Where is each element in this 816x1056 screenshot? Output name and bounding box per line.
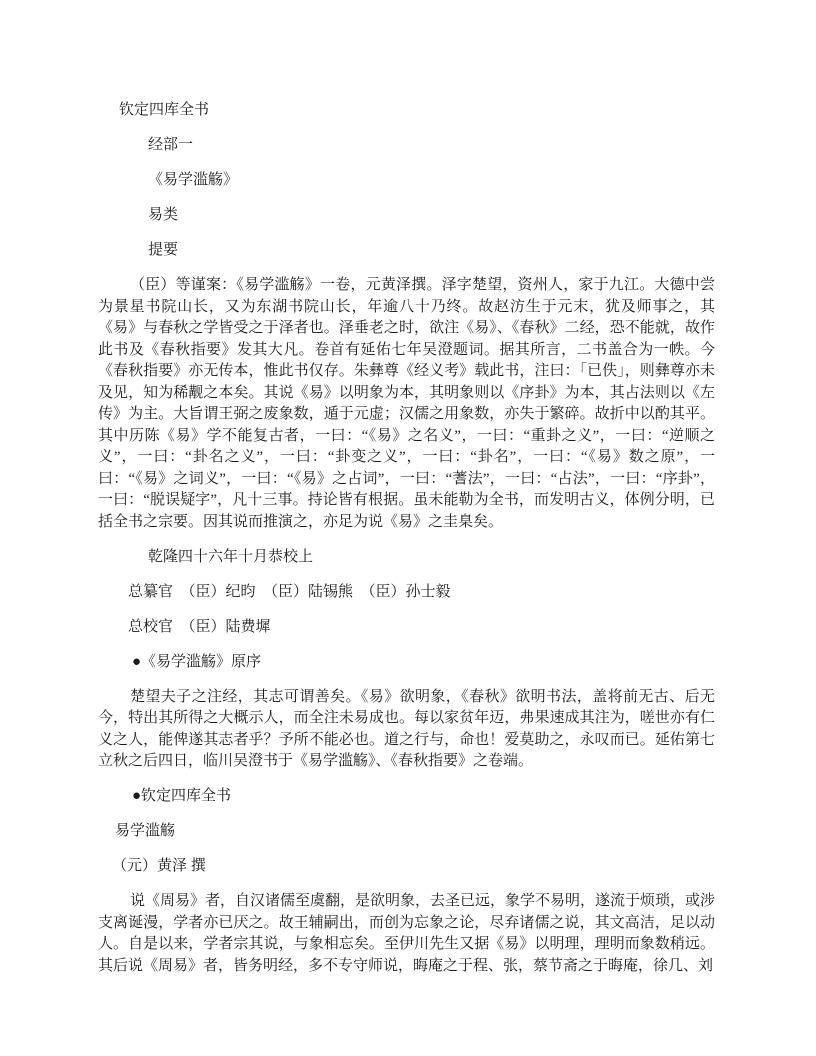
abstract-paragraph: （臣）等谨案：《易学滥觞》一卷，元黄泽撰。泽字楚望，资州人，家于九江。大德中尝为景星书院山长，又为东湖书院山长，年逾八十乃终。故赵汸生于元末，犹及师事之，其《易》与春秋之学皆受之于泽者也。泽垂老之时，欲注《易》、《春秋》二经，恐不能就，故作此书及《春秋指要》发其大凡。卷首有延佑七年吴澄题词。据其所言，二书盖合为一帙。今《春秋指要》亦无传本，惟此书仅存。朱彝尊《经义考》载此书，注曰：「已佚」，则彝尊亦未及见，知为稀觏之本矣。其说《易》以明象为本，其明象则以《序卦》为本，其占法则以《左传》为主。大旨谓王弼之废象数，遁于元虚；汉儒之用象数，亦失于繁碎。故折中以酌其平。其中历陈《易》学不能复古者，一曰：“《易》之名义”，一曰：“重卦之义”，一曰：“逆顺之义”，一曰：“卦名之义”，一曰：“卦变之义”，一曰：“卦名”，一曰：“《易》数之原”，一曰：“《易》之词义”，一曰：“《易》之占词”，一曰：“蓍法”，一曰：“占法”，一曰：“序卦”，一曰：“脱误疑字”，凡十三事。持论皆有根据。虽未能勒为全书，而发明古义，体例分明，已括全书之宗要。因其说而推演之，亦足为说《易》之圭臬矣。 — [98, 277, 715, 530]
book-title: 钦定四库全书 — [119, 102, 210, 118]
main-opening-paragraph: 说《周易》者，自汉诸儒至虞翻，是欲明象，去圣已远，象学不易明，遂流于烦琐，或涉支离诞漫，学者亦已厌之。故王辅嗣出，而创为忘象之论，尽弃诸儒之说，其文高洁，足以动人。自是以来，学者宗其说，与象相忘矣。至伊川先生又据《易》以明理，理明而象数稍远。其后说《周易》者，皆务明经，多不专守师说，晦庵之于程、张，蔡节斋之于晦庵，徐几、刘 — [98, 893, 716, 974]
main-work-title: 易学滥觞 — [115, 823, 176, 839]
colophon-date-line: 乾隆四十六年十月恭校上 — [148, 548, 314, 565]
colophon-compilers-line: 总纂官 （臣）纪昀 （臣）陆锡熊 （臣）孙士毅 — [128, 583, 451, 600]
colophon-proofreader-line: 总校官 （臣）陆费墀 — [128, 618, 271, 635]
preface-paragraph: 楚望夫子之注经，其志可谓善矣。《易》欲明象，《春秋》欲明书法，盖将前无古、后无今，特出其所得之大概示人，而全注未易成也。每以家贫年迈，弗果速成其注为，嗟世亦有仁义之人，能俾遂其志者乎？予所不能必也。道之行与，命也！爱莫助之，永叹而已。延佑第七立秋之后四日，临川吴澄书于《易学滥觞》、《春秋指要》之卷端。 — [98, 688, 715, 769]
category-label: 易类 — [148, 207, 179, 223]
main-text-heading: ●钦定四库全书 — [132, 788, 232, 804]
work-title-heading: 《易学滥觞》 — [148, 172, 239, 188]
author-line: （元）黄泽 撰 — [112, 858, 206, 874]
preface-heading: ●《易学滥觞》原序 — [132, 653, 262, 670]
abstract-heading: 提要 — [148, 242, 179, 258]
section-label: 经部一 — [148, 137, 194, 153]
